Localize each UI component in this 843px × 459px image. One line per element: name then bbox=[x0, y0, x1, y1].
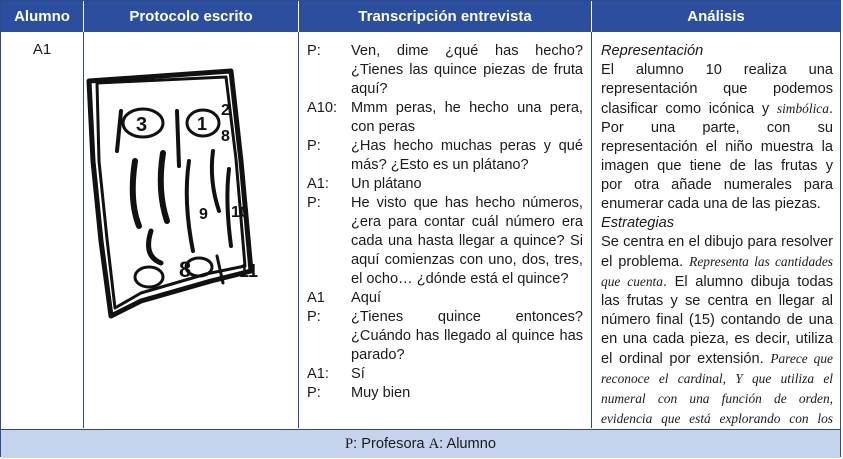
fruit-stroke bbox=[187, 161, 193, 251]
legend-a-abbr: A bbox=[428, 436, 440, 452]
speaker-label: P: bbox=[307, 309, 321, 325]
transcript-turn bbox=[307, 308, 583, 365]
speaker-label: A10: bbox=[307, 100, 338, 116]
transcript-turn bbox=[307, 99, 583, 137]
legend-p-abbr: P bbox=[345, 436, 354, 452]
fruit-stroke bbox=[149, 231, 161, 263]
student-drawing bbox=[81, 41, 263, 341]
drawing-numeral: 1 bbox=[197, 114, 208, 134]
column-divider bbox=[298, 1, 299, 428]
analysis-span: . El alumno dibuja todas las frutas y se centra en llegar al número final (15) contando de una en una cada pieza, es decir, utiliza el ordinal por extensión. bbox=[601, 274, 834, 367]
turn-text: ¿Has hecho muchas peras y qué más? ¿Esto es un plátano? bbox=[351, 138, 583, 173]
turn-text: Sí bbox=[351, 366, 365, 382]
analysis-paragraph bbox=[601, 233, 833, 449]
fruit-oval bbox=[135, 267, 163, 287]
header-transcripcion: Transcripción entrevista bbox=[358, 8, 532, 25]
transcript-turn bbox=[307, 194, 583, 289]
header-alumno: Alumno bbox=[14, 8, 70, 25]
fruit-stroke bbox=[117, 111, 121, 151]
drawing-numeral: 2 bbox=[221, 102, 230, 119]
fruit-stroke bbox=[212, 151, 219, 211]
speaker-label: P: bbox=[307, 195, 321, 211]
transcript-turn bbox=[307, 365, 583, 384]
transcript-turn bbox=[307, 289, 583, 308]
transcript-turn bbox=[307, 384, 583, 403]
drawing-numeral: 9 bbox=[199, 206, 208, 223]
column-divider bbox=[591, 1, 592, 428]
speaker-label: P: bbox=[307, 138, 321, 154]
turn-text: Aquí bbox=[351, 290, 382, 306]
speaker-label: P: bbox=[307, 385, 321, 401]
turn-text: Un plátano bbox=[351, 176, 422, 192]
analysis-text bbox=[601, 42, 833, 449]
drawing-numeral: 11 bbox=[239, 261, 259, 281]
table-header bbox=[1, 1, 840, 32]
transcript-turn bbox=[307, 175, 583, 194]
analysis-paragraph bbox=[601, 61, 833, 214]
analysis-heading-estrategias: Estrategias bbox=[601, 215, 675, 231]
fruit-stroke bbox=[133, 161, 139, 226]
drawing-numeral: 8 bbox=[221, 128, 230, 145]
turn-text: ¿Tienes quince entonces? ¿Cuándo has llegado al quince has parado? bbox=[351, 309, 583, 363]
legend-a-label: : Alumno bbox=[439, 436, 496, 452]
analysis-span: . Por una parte, con su representación el niño muestra la imagen que tiene de las frutas y por otra añade numerales para enumerar cada una de las piezas. bbox=[601, 101, 833, 212]
legend-p-label: : Profesora bbox=[353, 436, 429, 452]
analysis-emphasis: simbólica bbox=[776, 101, 829, 116]
turn-text: Muy bien bbox=[351, 385, 411, 401]
table-footer-legend bbox=[1, 429, 840, 458]
analysis-heading-representacion: Representación bbox=[601, 43, 704, 59]
header-analisis: Análisis bbox=[687, 8, 745, 25]
transcript-turn bbox=[307, 42, 583, 99]
fruit-stroke bbox=[177, 111, 179, 166]
speaker-label: A1 bbox=[307, 290, 325, 306]
header-protocolo: Protocolo escrito bbox=[129, 8, 253, 25]
fruit-stroke bbox=[161, 153, 167, 221]
drawing-numeral: 3 bbox=[136, 114, 148, 136]
speaker-label: P: bbox=[307, 43, 321, 59]
header-divider bbox=[298, 1, 299, 32]
header-divider bbox=[83, 1, 84, 32]
turn-text: Mmm peras, he hecho una pera, con peras bbox=[351, 100, 583, 135]
speaker-label: A1: bbox=[307, 176, 329, 192]
drawing-numeral: 8 bbox=[179, 257, 192, 282]
turn-text: He visto que has hecho números, ¿era para contar cuál número era cada una hasta llegar a quince? Si aquí comienzas con uno, dos, tres, el ocho… ¿dónde está el quince? bbox=[351, 195, 583, 287]
interview-transcript bbox=[307, 42, 583, 403]
turn-text: Ven, dime ¿qué has hecho? ¿Tienes las quince piezas de fruta aquí? bbox=[351, 43, 583, 97]
speaker-label: A1: bbox=[307, 366, 329, 382]
header-divider bbox=[591, 1, 592, 32]
analysis-span: Se centra en el dibujo para resolver el problema. bbox=[601, 234, 833, 270]
analysis-emphasis: Parece que reconoce el cardinal, Y que utiliza el numeral con una función de orden, evidencia que está explorando con los bbox=[601, 351, 833, 426]
student-id: A1 bbox=[32, 41, 52, 58]
analysis-emphasis: Representa las cantidades que cuenta bbox=[601, 254, 833, 289]
drawing-numeral: 10 bbox=[231, 204, 249, 221]
transcript-turn bbox=[307, 137, 583, 175]
analysis-span: El alumno 10 realiza una representación que podemos clasificar como icónica y bbox=[601, 62, 833, 117]
